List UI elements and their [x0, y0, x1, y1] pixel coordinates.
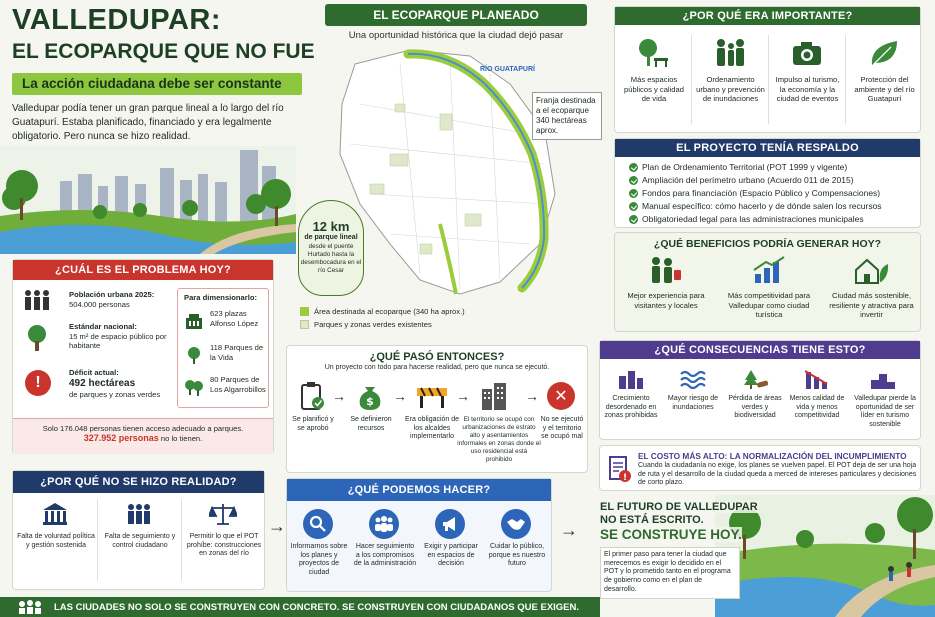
- flow-arrow-icon: →: [268, 516, 286, 536]
- happened-step-4: El territorio se ocupó con urbanizaciones de estrato alto y asentamientos informales en zonas donde el uso residencial está prohibido: [457, 416, 541, 463]
- support-card: [614, 138, 921, 228]
- buildings-icon: [479, 380, 511, 412]
- action-text-3: Exigir y participar en espacios de decisión: [424, 543, 478, 568]
- map-heading: EL ECOPARQUE PLANEADO: [325, 4, 587, 26]
- cut-tree-icon: [740, 367, 770, 391]
- map-section: [300, 4, 605, 340]
- standard-label: Estándar nacional:: [69, 322, 137, 331]
- intro-text: Valledupar podía tener un gran parque lineal a lo largo del río Guatapurí. Estaba planificado, financiado y era legalmente obligatorio. Pero nunca se hizo realidad.: [12, 103, 284, 142]
- cost-title: EL COSTO MÁS ALTO: LA NORMALIZACIÓN DEL INCUMPLIMIENTO: [638, 451, 907, 461]
- legend-item-parks: [300, 320, 600, 330]
- map-legend: [300, 307, 600, 329]
- consequence-text-4: Menos calidad de vida y menos competitividad: [789, 395, 845, 420]
- no-access-count: 327.952 personas: [83, 432, 159, 443]
- future-line-1: EL FUTURO DE VALLEDUPAR: [600, 501, 758, 513]
- trees-icon: [183, 377, 205, 397]
- footer-bar: [0, 597, 600, 617]
- arrow-icon: →: [393, 388, 407, 404]
- benefit-text-1: Mejor experiencia para visitantes y locales: [627, 291, 705, 310]
- importance-text-3: Impulso al turismo, la economía y la ciudad de eventos: [775, 75, 840, 103]
- importance-text-2: Ordenamiento urbano y prevención de inundaciones: [696, 75, 765, 103]
- km-desc: desde el puente Hurtado hasta la desembocadura en el río Cesar: [300, 242, 362, 274]
- plaza-icon: [183, 311, 205, 331]
- dimension-text-2: 118 Parques de la Vida: [210, 343, 264, 362]
- handshake-icon: [501, 509, 531, 539]
- population-icon: [21, 288, 53, 312]
- why-not-text-2: Falta de seguimiento y control ciudadano: [104, 533, 176, 549]
- deficit-label: Déficit actual:: [69, 368, 119, 377]
- growth-chart-icon: [749, 255, 789, 285]
- future-line-3: SE CONSTRUYE HOY.: [600, 527, 742, 542]
- km-value: 12 km: [312, 219, 350, 234]
- access-footer: [13, 418, 273, 454]
- deficit-suffix: de parques y zonas verdes: [69, 389, 161, 399]
- support-item: Obligatoriedad legal para las administraciones municipales: [629, 213, 917, 226]
- support-item: Fondos para financiación (Espacio Público y Compensaciones): [629, 187, 917, 200]
- importance-card: [614, 6, 921, 133]
- future-section: [580, 495, 935, 617]
- importance-text-1: Más espacios públicos y calidad de vida: [624, 75, 684, 103]
- scales-icon: [208, 501, 238, 527]
- why-not-heading: ¿POR QUÉ NO SE HIZO REALIDAD?: [13, 471, 264, 493]
- support-heading: EL PROYECTO TENÍA RESPALDO: [615, 139, 920, 157]
- cost-text: Cuando la ciudadanía no exige, los planes se vuelven papel. El POT deja de ser una hoja de ruta y el desarrollo de la ciudad queda a merced de intereses particulares y decisiones de corto plazo.: [638, 462, 917, 487]
- future-text: El primer paso para tener la ciudad que merecemos es exigir lo decidido en el POT y lo prometido tanto en el programa de gobierno como en el plan de desarrollo.: [600, 547, 740, 599]
- benefit-text-2: Más competitividad para Valledupar como ciudad turística: [727, 291, 811, 319]
- consequences-card: [599, 340, 921, 440]
- consequence-text-1: Crecimiento desordenado en zonas prohibidas: [604, 395, 658, 420]
- page-subtitle: EL ECOPARQUE QUE NO FUE: [12, 40, 315, 63]
- tree-bench-icon: [635, 37, 671, 69]
- benefits-card: [614, 232, 921, 332]
- happened-card: [286, 345, 588, 473]
- legend-item-ecopark: [300, 307, 600, 317]
- footer-text: LAS CIUDADES NO SOLO SE CONSTRUYEN CON CONCRETO. SE CONSTRUYEN CON CIUDADANOS QUE EXIGEN.: [54, 601, 580, 613]
- action-text-1: Informarnos sobre los planes y proyectos de ciudad: [290, 543, 348, 577]
- actions-card: [286, 478, 552, 592]
- flow-arrow-icon: →: [560, 520, 578, 540]
- team-icon: [369, 509, 399, 539]
- happened-step-3: Era obligación de los alcaldes implementarlo: [404, 416, 460, 441]
- why-not-text-3: Permitir lo que el POT prohíbe: construcciones en zonas del río: [186, 533, 262, 558]
- river-park-illustration: [0, 146, 296, 254]
- support-item: Manual específico: cómo hacerlo y de dónde salen los recursos: [629, 200, 917, 213]
- benefits-heading: ¿QUÉ BENEFICIOS PODRÍA GENERAR HOY?: [653, 238, 882, 250]
- deficit-value: 492 hectáreas: [69, 377, 136, 389]
- cost-card: [599, 445, 921, 491]
- support-item: Plan de Ordenamiento Territorial (POT 1999 y vigente): [629, 161, 917, 174]
- camera-icon: [789, 37, 825, 69]
- clipboard-check-icon: [297, 380, 327, 412]
- dimension-text-3: 80 Parques de Los Algarrobillos: [210, 375, 266, 394]
- warning-icon: !: [25, 370, 51, 396]
- consequences-heading: ¿QUÉ CONSECUENCIAS TIENE ESTO?: [600, 341, 920, 359]
- city-growth-icon: [616, 367, 646, 391]
- why-not-card: [12, 470, 265, 590]
- population-label: Población urbana 2025:: [69, 290, 155, 299]
- legend-label-parks: Parques y zonas verdes existentes: [314, 319, 432, 329]
- happened-subtitle: Un proyecto con todo para hacerse realidad, pero que nunca se ejecutó.: [324, 364, 550, 371]
- visitors-icon: [645, 255, 685, 285]
- dimension-text-1: 623 plazas Alfonso López: [210, 309, 259, 328]
- standard-block: [69, 322, 174, 351]
- title-banner: La acción ciudadana debe ser constante: [12, 73, 302, 95]
- institution-icon: [40, 501, 70, 527]
- standard-value: 15 m² de espacio público por habitante: [69, 331, 167, 350]
- map-subtitle: Una oportunidad histórica que la ciudad dejó pasar: [348, 30, 564, 41]
- legend-label-ecopark: Área destinada al ecoparque (340 ha aprox.): [314, 307, 465, 316]
- happened-step-2: Se definieron recursos: [350, 416, 392, 432]
- dimension-title: Para dimensionarlo:: [184, 293, 258, 302]
- consequence-text-5: Valledupar pierde la oportunidad de ser líder en turismo sostenible: [854, 395, 916, 429]
- barrier-icon: [414, 380, 450, 412]
- happened-heading: ¿QUÉ PASÓ ENTONCES?: [369, 351, 505, 363]
- decline-chart-icon: [802, 367, 832, 391]
- support-item: Ampliación del perímetro urbano (Acuerdo 011 de 2015): [629, 174, 917, 187]
- arrow-icon: →: [456, 388, 470, 404]
- legend-swatch-ecopark: [300, 307, 309, 316]
- svg-text:$: $: [366, 395, 374, 408]
- money-bag-icon: [355, 380, 385, 412]
- arrow-icon: →: [332, 388, 346, 404]
- actions-heading: ¿QUÉ PODEMOS HACER?: [287, 479, 551, 501]
- arrow-icon: →: [525, 388, 539, 404]
- consequence-text-2: Mayor riesgo de inundaciones: [667, 395, 719, 411]
- km-bold: de parque lineal: [304, 234, 358, 241]
- magnifier-icon: [303, 509, 333, 539]
- population-block: [69, 290, 174, 309]
- support-list: [629, 161, 917, 226]
- why-not-text-1: Falta de voluntad política y gestión sostenida: [17, 533, 95, 549]
- consequence-text-3: Pérdida de áreas verdes y biodiversidad: [728, 395, 782, 420]
- people-icon: [712, 37, 748, 69]
- group-icon: [124, 501, 154, 527]
- document-warning-icon: [606, 454, 634, 484]
- access-line: Solo 176.048 personas tienen acceso adecuado a parques.: [42, 424, 244, 433]
- population-value: 504.000 personas: [69, 299, 130, 309]
- riverside-path-illustration: [715, 495, 935, 617]
- river-label: RÍO GUATAPURÍ: [480, 66, 535, 73]
- problem-card: [12, 259, 274, 454]
- km-badge: [298, 200, 364, 296]
- park-icon: [183, 345, 205, 365]
- megaphone-icon: [435, 509, 465, 539]
- importance-text-4: Protección del ambiente y del río Guatapurí: [854, 75, 915, 103]
- benefit-text-3: Ciudad más sostenible, resiliente y atractiva para invertir: [829, 291, 914, 319]
- tree-icon: [23, 324, 51, 352]
- citizens-icon: [16, 598, 44, 616]
- page-title: VALLEDUPAR:: [12, 4, 222, 36]
- green-house-icon: [851, 255, 891, 285]
- dimension-box: [177, 288, 269, 408]
- happened-step-1: Se planificó y se aprobó: [292, 416, 334, 432]
- leaf-icon: [866, 37, 902, 69]
- action-text-2: Hacer seguimiento a los compromisos de la administración: [353, 543, 417, 568]
- problem-heading: ¿CUÁL ES EL PROBLEMA HOY?: [13, 260, 273, 280]
- no-access-suffix: no lo tienen.: [160, 433, 203, 443]
- svg-text:!: !: [622, 473, 628, 483]
- legend-swatch-parks: [300, 320, 309, 329]
- happened-step-5: No se ejecutó y el territorio se ocupó mal: [540, 416, 584, 441]
- future-line-2: NO ESTÁ ESCRITO.: [600, 514, 704, 526]
- importance-heading: ¿POR QUÉ ERA IMPORTANTE?: [615, 7, 920, 25]
- ecopark-callout: Franja destinada a el ecoparque 340 hectáreas aprox.: [532, 92, 602, 140]
- podium-icon: [868, 367, 898, 391]
- deficit-block: [69, 368, 177, 399]
- waves-icon: [678, 367, 708, 391]
- x-circle-icon: ✕: [547, 382, 575, 410]
- action-text-4: Cuidar lo público, porque es nuestro futuro: [488, 543, 546, 568]
